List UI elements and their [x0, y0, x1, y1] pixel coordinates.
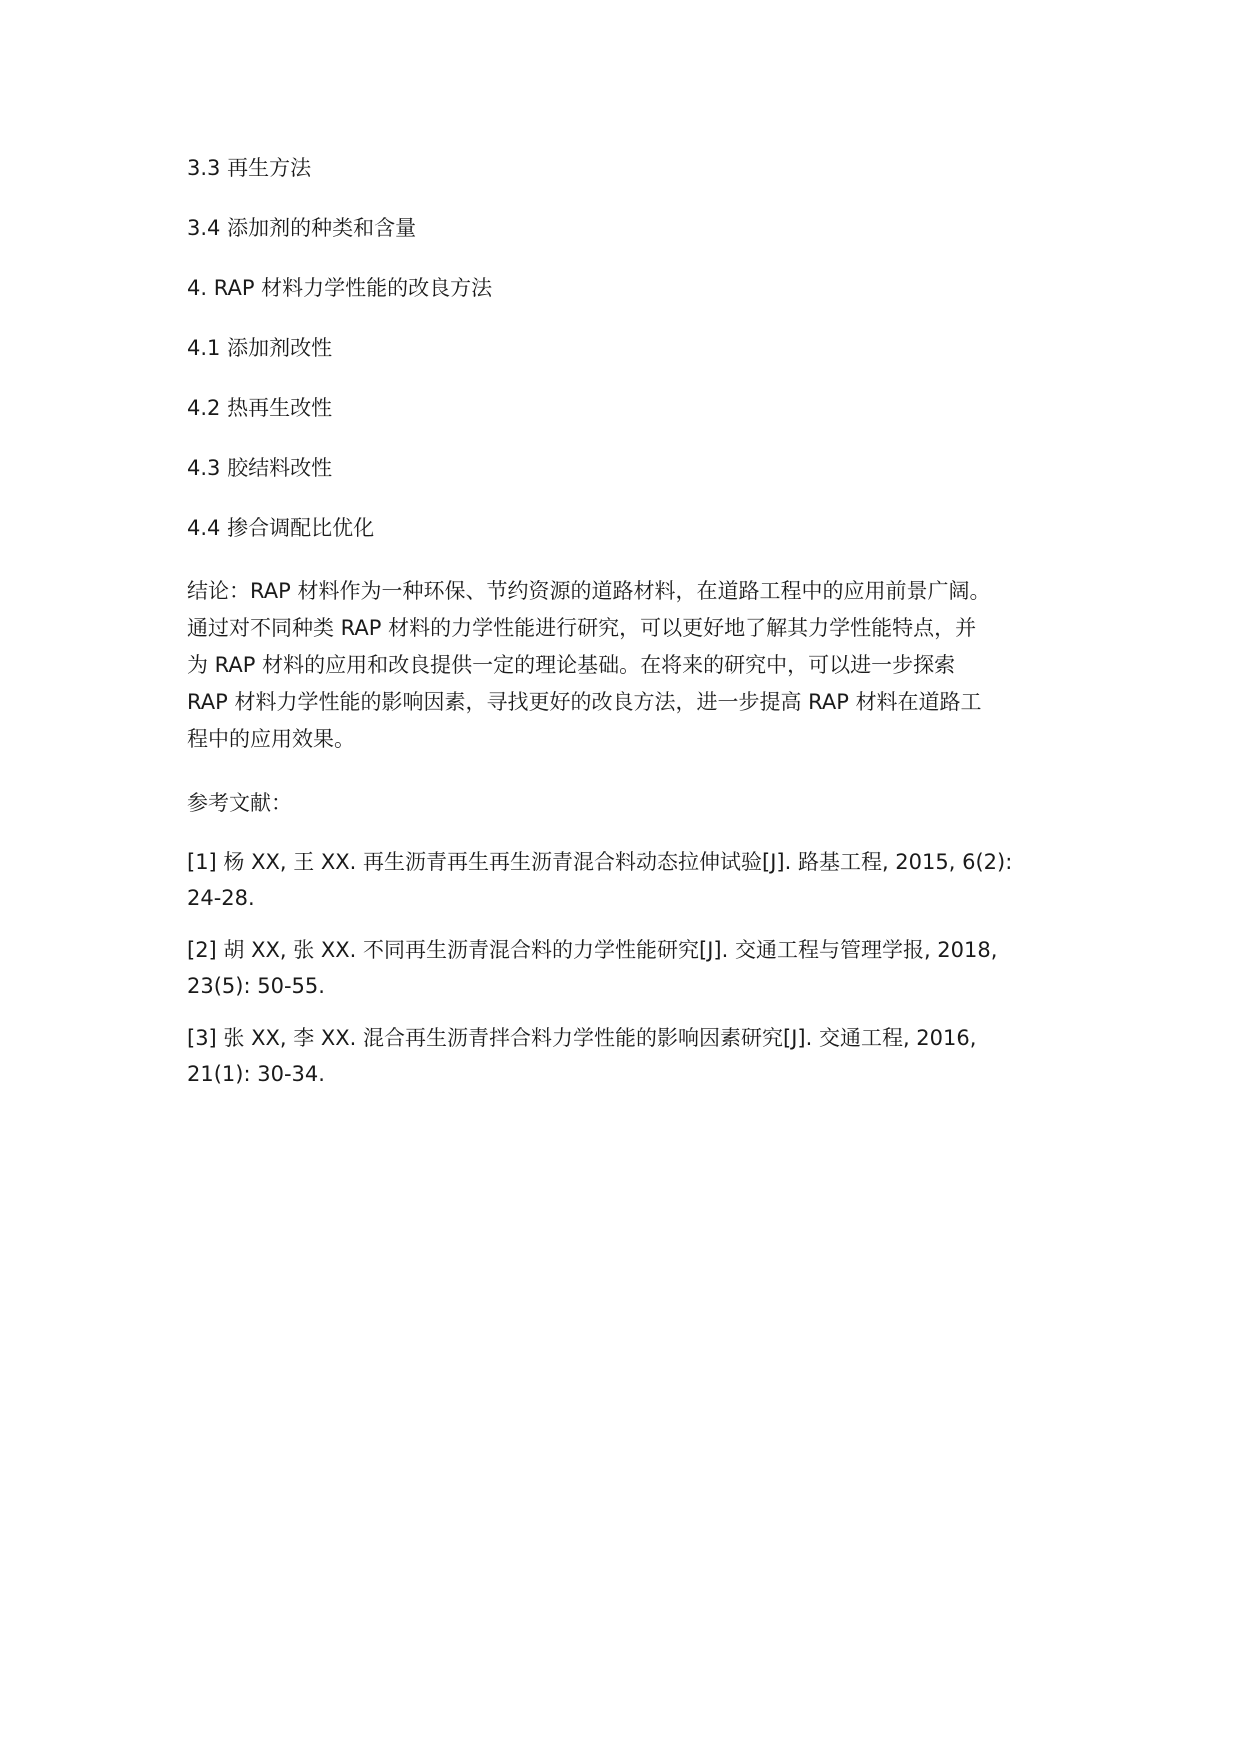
reference-item-2 [187, 932, 1067, 1004]
section-heading-3-4: 3.4 添加剂的种类和含量 [187, 216, 417, 240]
section-heading-3-3: 3.3 再生方法 [187, 156, 312, 180]
reference-item-1 [187, 844, 1067, 916]
section-heading-4: 4. RAP 材料力学性能的改良方法 [187, 276, 493, 300]
references-title: 参考文献： [187, 791, 292, 815]
reference-line: [1] 杨 XX, 王 XX. 再生沥青再生再生沥青混合料动态拉伸试验[J]. 路基工程, 2015, 6(2): [187, 850, 1013, 874]
conclusion-line: RAP 材料力学性能的影响因素，寻找更好的改良方法，进一步提高 RAP 材料在道路工 [187, 690, 982, 714]
reference-line: [3] 张 XX, 李 XX. 混合再生沥青拌合料力学性能的影响因素研究[J]. 交通工程, 2016, [187, 1026, 977, 1050]
section-heading-4-1: 4.1 添加剂改性 [187, 336, 333, 360]
conclusion-line: 为 RAP 材料的应用和改良提供一定的理论基础。在将来的研究中，可以进一步探索 [187, 653, 956, 677]
conclusion-line: 通过对不同种类 RAP 材料的力学性能进行研究，可以更好地了解其力学性能特点，并 [187, 616, 977, 640]
document-body [187, 153, 1067, 1108]
section-heading-4-4: 4.4 掺合调配比优化 [187, 516, 375, 540]
reference-line: 21(1): 30-34. [187, 1062, 325, 1086]
reference-line: 23(5): 50-55. [187, 974, 325, 998]
reference-line: [2] 胡 XX, 张 XX. 不同再生沥青混合料的力学性能研究[J]. 交通工程与管理学报, 2018, [187, 938, 998, 962]
section-heading-4-3: 4.3 胶结料改性 [187, 456, 333, 480]
conclusion-line: 程中的应用效果。 [187, 727, 355, 751]
conclusion-paragraph [187, 573, 1067, 758]
reference-line: 24-28. [187, 886, 255, 910]
conclusion-line: 结论：RAP 材料作为一种环保、节约资源的道路材料，在道路工程中的应用前景广阔。 [187, 579, 991, 603]
section-heading-4-2: 4.2 热再生改性 [187, 396, 333, 420]
reference-item-3 [187, 1020, 1067, 1092]
